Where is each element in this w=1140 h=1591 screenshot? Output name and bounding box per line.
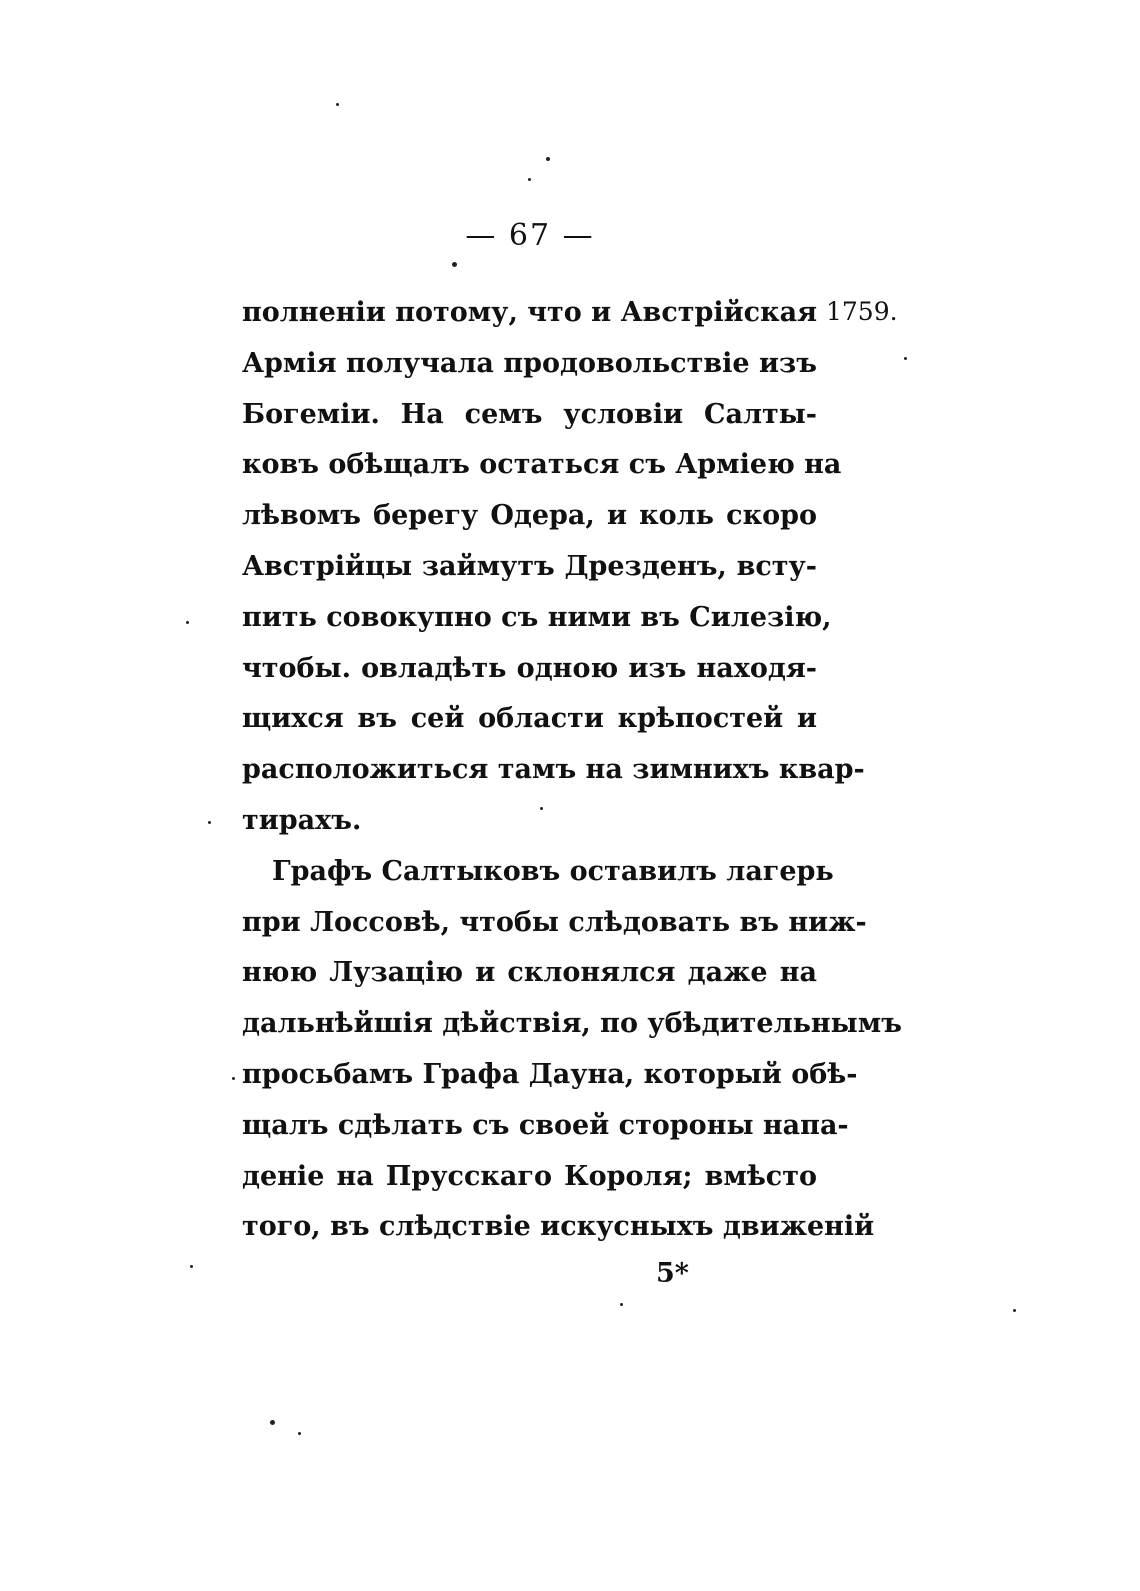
- text-line: ковъ обѣщалъ остаться съ Арміею на: [242, 449, 842, 481]
- scan-speck: [270, 1420, 275, 1425]
- scan-speck: [528, 178, 531, 181]
- scan-speck: [186, 621, 189, 624]
- scan-speck: [208, 821, 211, 824]
- text-line: Графъ Салтыковъ оставилъ лагерь: [272, 855, 834, 887]
- text-line: Богеміи. На семъ условіи Салты-: [242, 398, 817, 430]
- scan-speck: [546, 157, 550, 161]
- text-line: Австрійцы займутъ Дрезденъ, всту-: [242, 550, 817, 582]
- text-line: дальнѣйшія дѣйствія, по убѣдительнымъ: [242, 1008, 902, 1040]
- text-line: расположиться тамъ на зимнихъ квар-: [242, 754, 865, 786]
- scan-speck: [452, 262, 457, 267]
- text-line: щалъ сдѣлать съ своей стороны напа-: [242, 1109, 849, 1141]
- text-line: тирахъ.: [242, 804, 362, 836]
- signature-mark: 5*: [656, 1258, 689, 1289]
- text-line: того, въ слѣдствіе искусныхъ движеній: [242, 1211, 875, 1243]
- scan-speck: [232, 1077, 235, 1080]
- page-number: — 67 —: [465, 218, 595, 253]
- scan-speck: [620, 1303, 623, 1306]
- text-line: нюю Лузацію и склонялся даже на: [242, 957, 817, 989]
- text-line: Армія получала продовольствіе изъ: [242, 347, 817, 379]
- text-line: просьбамъ Графа Дауна, который обѣ-: [242, 1058, 858, 1090]
- text-line: щихся въ сей области крѣпостей и: [242, 703, 817, 735]
- scan-speck: [190, 1265, 193, 1268]
- text-line: пить совокупно съ ними въ Силезію,: [242, 601, 832, 633]
- text-line: деніе на Прусскаго Короля; вмѣсто: [242, 1160, 817, 1192]
- scan-speck: [540, 807, 543, 810]
- scan-speck: [298, 1432, 301, 1435]
- scan-speck: [336, 103, 339, 106]
- text-line: при Лоссовѣ, чтобы слѣдовать въ ниж-: [242, 906, 867, 938]
- scan-speck: [1013, 1309, 1016, 1312]
- text-line: чтобы. овладѣть одною изъ находя-: [242, 652, 817, 684]
- text-line: лѣвомъ берегу Одера, и коль скоро: [242, 500, 817, 532]
- text-line: полненіи потому, что и Австрійская: [242, 297, 818, 328]
- scan-speck: [904, 357, 907, 360]
- margin-year-note: 1759.: [826, 297, 898, 326]
